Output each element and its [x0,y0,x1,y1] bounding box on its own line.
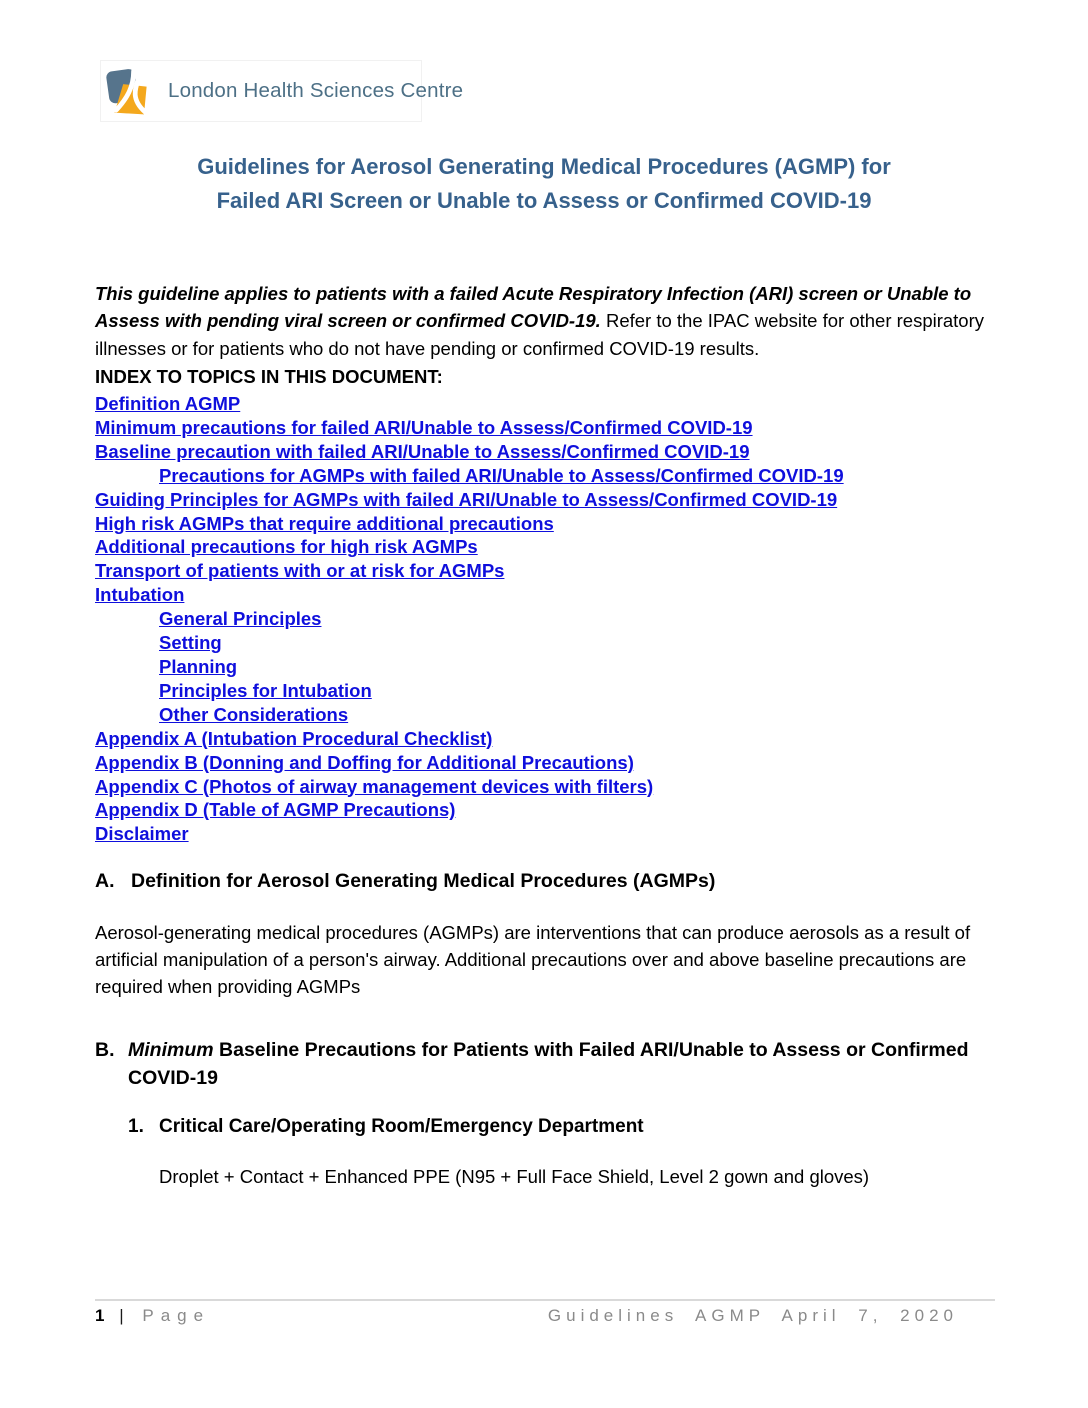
document-title-line1: Guidelines for Aerosol Generating Medical Procedures (AGMP) for [197,154,891,179]
section-a-heading-text: Definition for Aerosol Generating Medical Procedures (AGMPs) [131,870,716,892]
footer-page-indicator [95,1306,210,1326]
footer-separator: | [119,1306,131,1325]
section-b-letter: B. [95,1039,115,1061]
lhsc-logo-icon [105,63,157,119]
section-b-item-1-label: Critical Care/Operating Room/Emergency Department [159,1116,644,1137]
lhsc-logo [100,60,464,122]
section-b-heading-text [128,1036,992,1092]
index-heading: INDEX TO TOPICS IN THIS DOCUMENT: [95,366,443,387]
index-link[interactable]: Baseline precaution with failed ARI/Unable to Assess/Confirmed COVID-19 [95,440,750,462]
footer-document-info: Guidelines AGMP April 7, 2020 [547,1306,958,1325]
index-link[interactable]: Disclaimer [95,823,189,845]
section-b-heading [95,1036,992,1092]
section-a-letter: A. [95,870,115,892]
section-b-item-1-detail: Droplet + Contact + Enhanced PPE (N95 + Full Face Shield, Level 2 gown and gloves) [159,1166,870,1187]
footer-divider [95,1299,995,1301]
intro-regular-text: Refer to the IPAC website for other respiratory illnesses or for patients who do not have pending or confirmed COVID-19 results. [95,310,985,359]
index-link[interactable]: Definition AGMP [95,393,241,414]
section-b-item-1 [128,1114,992,1139]
section-b-heading-rest: Baseline Precautions for Patients with Failed ARI/Unable to Assess or Confirmed COVID-19 [128,1039,969,1089]
index-link[interactable]: Precautions for AGMPs with failed ARI/Unable to Assess/Confirmed COVID-19 [159,464,844,486]
section-b-item-1-number: 1. [128,1116,144,1137]
index-link[interactable]: Additional precautions for high risk AGMPs [95,536,478,558]
index-link[interactable]: Minimum precautions for failed ARI/Unable to Assess/Confirmed COVID-19 [95,416,753,438]
footer-page-word: Page [142,1306,211,1325]
document-title [95,150,993,218]
index-link[interactable]: Intubation [95,584,185,606]
index-link[interactable]: Appendix C (Photos of airway management devices with filters) [95,775,654,797]
index-link[interactable]: Guiding Principles for AGMPs with failed ARI/Unable to Assess/Confirmed COVID-19 [95,488,838,510]
document-title-line2: Failed ARI Screen or Unable to Assess or Confirmed COVID-19 [216,188,872,213]
section-a-heading [95,868,990,894]
section-a [95,868,990,1000]
index-link[interactable]: Appendix D (Table of AGMP Precautions) [95,799,456,821]
section-a-body: Aerosol-generating medical procedures (AGMPs) are interventions that can produce aerosols as a result of artificial manipulation of a person's airway. Additional precautions over and above baseline precautions are required when providing AGMPs [95,922,971,997]
intro-emphasis-text: This guideline applies to patients with a failed Acute Respiratory Infection (ARI) screen or Unable to Assess with pending viral screen or confirmed COVID-19. [95,282,972,331]
index-link[interactable]: High risk AGMPs that require additional precautions [95,512,554,534]
index-link[interactable]: Appendix A (Intubation Procedural Checklist) [95,727,493,749]
section-b-heading-emphasis: Minimum [128,1039,214,1061]
index-link[interactable]: Transport of patients with or at risk for AGMPs [95,560,505,582]
index-link[interactable]: Principles for Intubation [159,679,372,701]
index-link[interactable]: Other Considerations [159,703,349,725]
index-to-topics [95,364,995,846]
index-link[interactable]: Appendix B (Donning and Doffing for Additional Precautions) [95,751,634,773]
index-link[interactable]: Planning [159,655,238,677]
footer-page-number: 1 [95,1306,108,1325]
logo-org-name: London Health Sciences Centre [168,79,464,102]
intro-paragraph [95,280,995,363]
index-link[interactable]: General Principles [159,608,322,630]
section-b [95,1036,992,1189]
index-link[interactable]: Setting [159,632,222,654]
